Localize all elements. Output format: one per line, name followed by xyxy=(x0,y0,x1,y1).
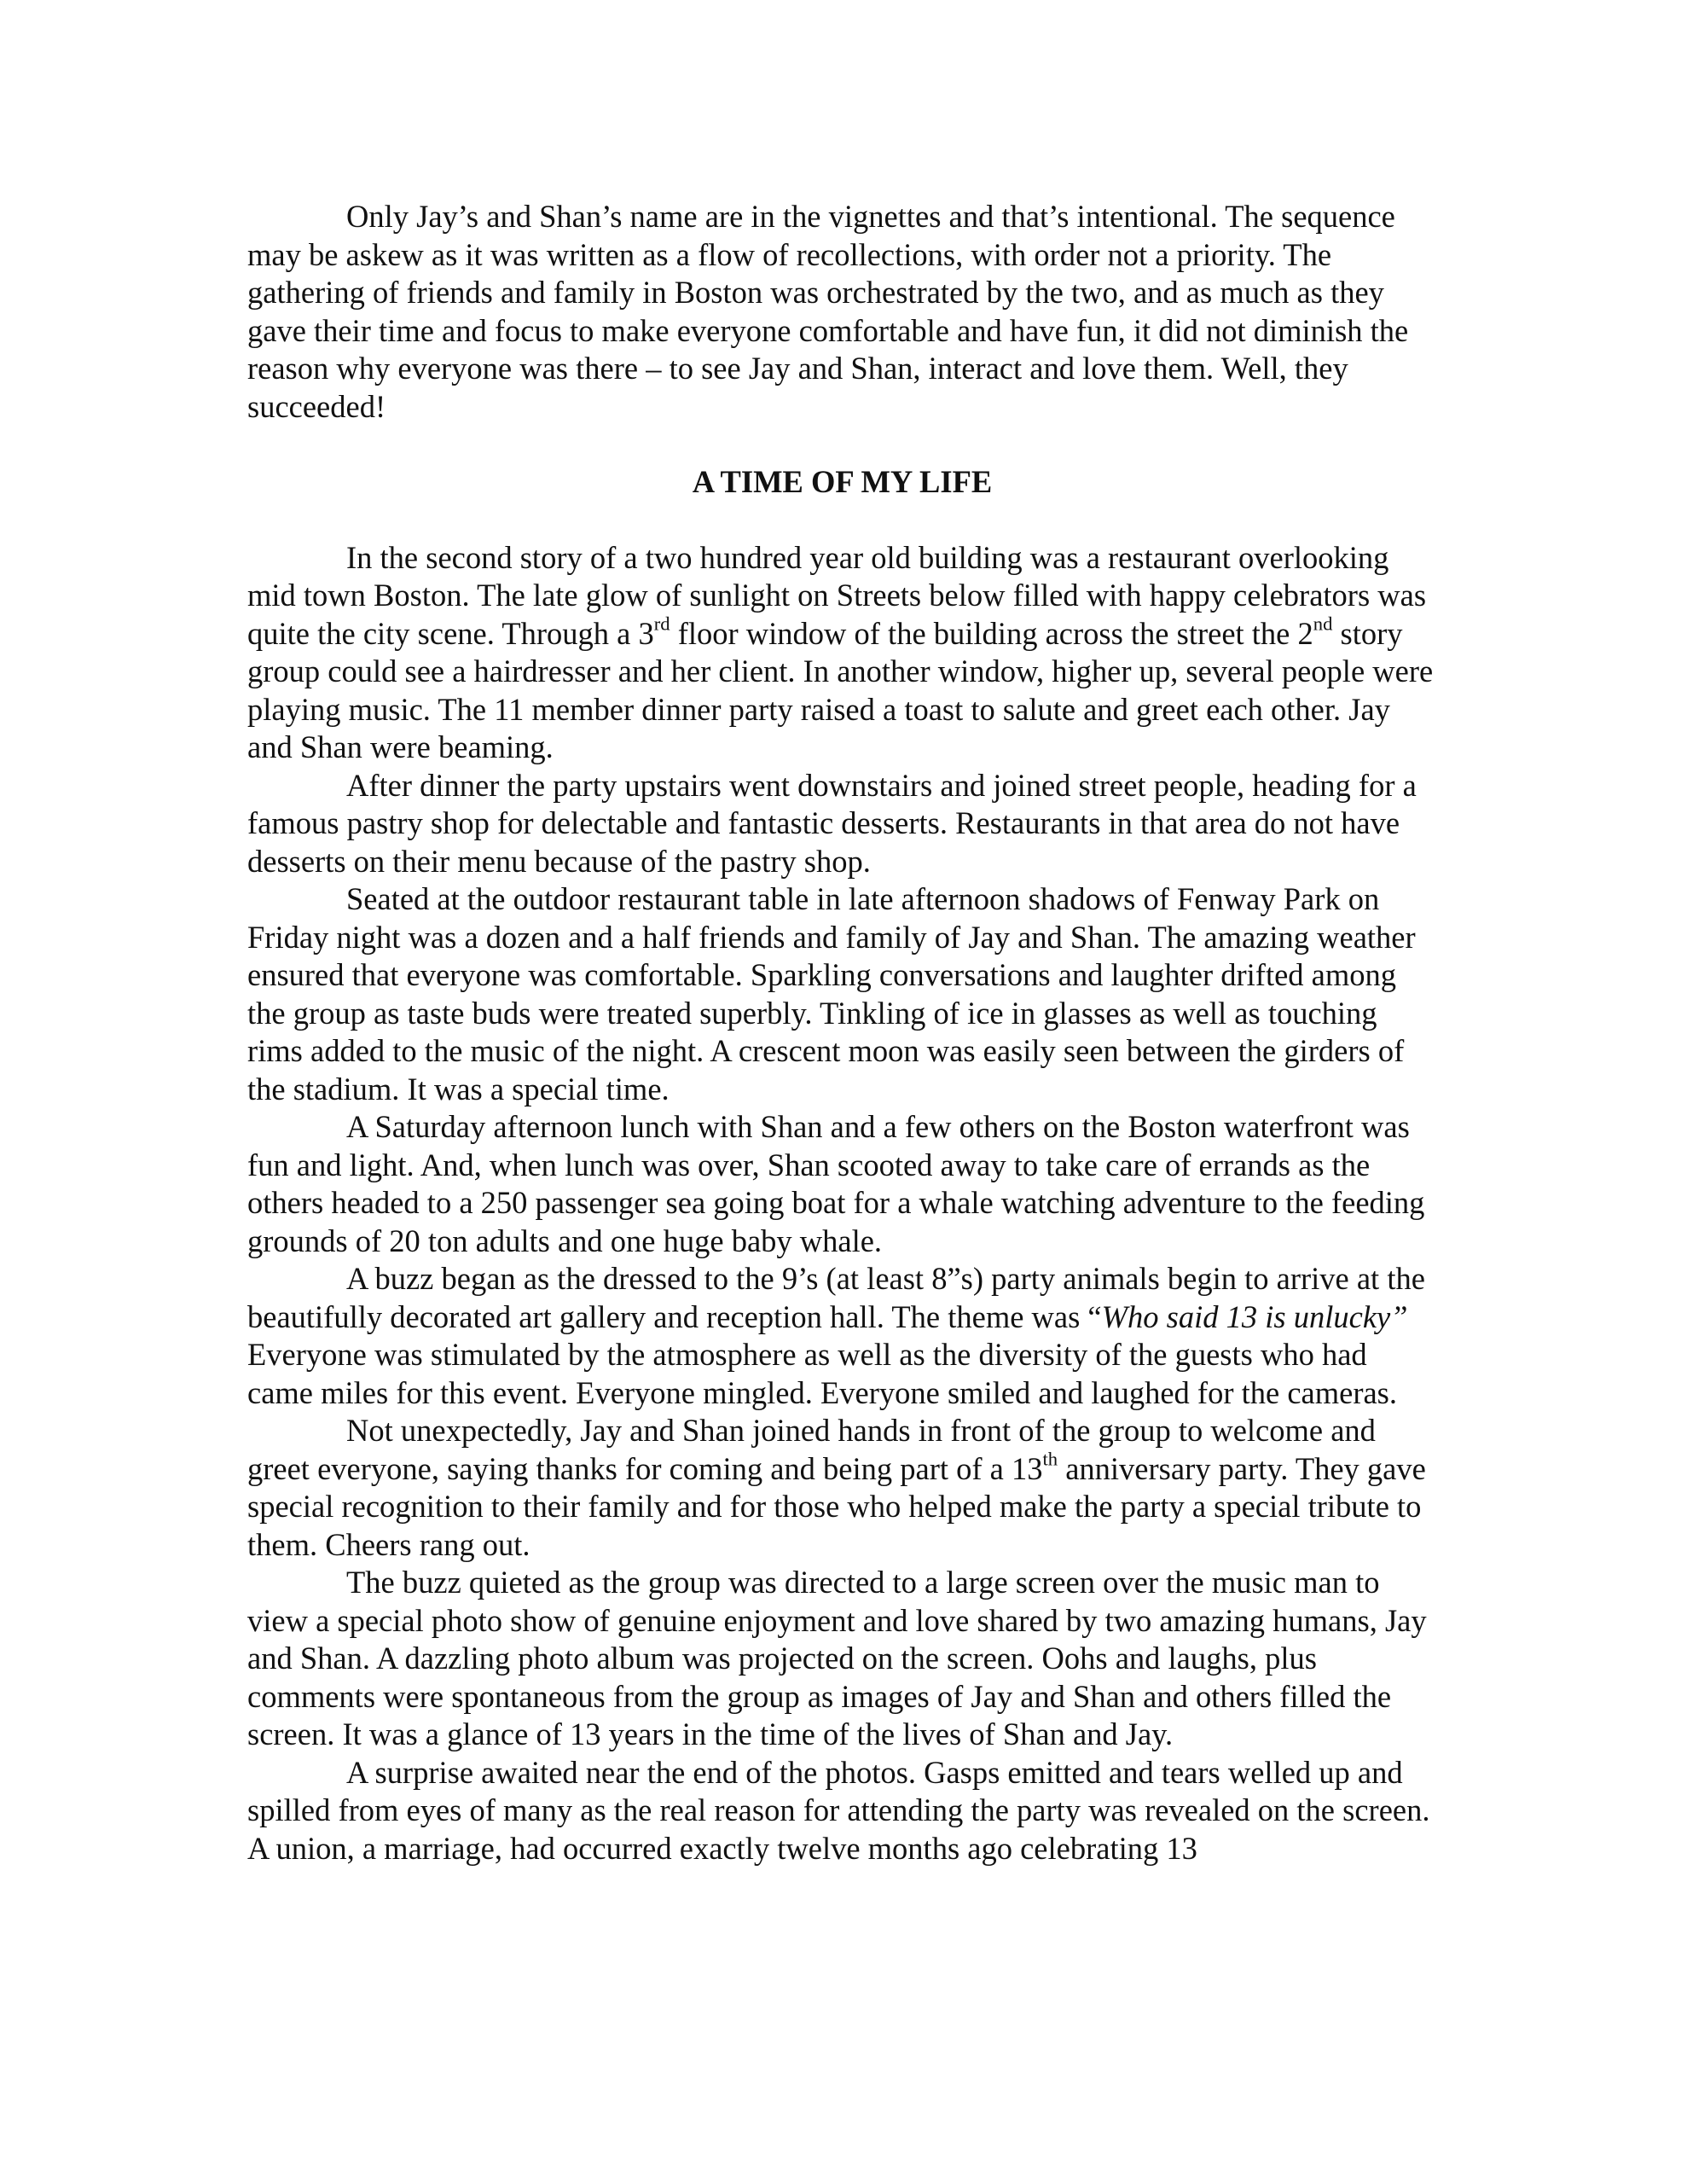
paragraph-restaurant-text-a: In the second story of a two hundred year old building was a restaurant overlooking mid town Boston. The late glow of sunlight on Streets below filled with happy celebrators was quite the city scene. Through a 3 xyxy=(247,539,1427,651)
paragraph-welcome xyxy=(247,1412,1437,1564)
document-body xyxy=(247,198,1437,1867)
section-title: A TIME OF MY LIFE xyxy=(692,464,993,499)
paragraph-art-gallery-text-a: A buzz began as the dressed to the 9’s (at least 8”s) party animals begin to arrive at the beautifully decorated art gallery and reception hall. The theme was “ xyxy=(247,1261,1425,1334)
paragraph-restaurant-text-c: story group could see a hairdresser and her client. In another window, higher up, several people were playing music. The 11 member dinner party raised a toast to salute and greet each other. Jay and Shan were beaming. xyxy=(247,615,1434,764)
paragraph-welcome-text-a: Not unexpectedly, Jay and Shan joined hands in front of the group to welcome and greet everyone, saying thanks for coming and being part of a 13 xyxy=(247,1413,1376,1486)
paragraph-photo-show: The buzz quieted as the group was directed to a large screen over the music man to view a special photo show of genuine enjoyment and love shared by two amazing humans, Jay and Shan. A dazzling photo album was projected on the screen. Oohs and laughs, plus comments were spontaneous from the group as images of Jay and Shan and others filled the screen. It was a glance of 13 years in the time of the lives of Shan and Jay. xyxy=(247,1565,1427,1751)
ordinal-th: th xyxy=(1042,1448,1058,1470)
party-theme: Who said 13 is unlucky” xyxy=(1101,1298,1408,1334)
paragraph-welcome-text-b: anniversary party. They gave special recognition to their family and for those who helped make the party a special tribute to them. Cheers rang out. xyxy=(247,1450,1426,1562)
ordinal-rd: rd xyxy=(653,613,670,635)
paragraph-restaurant xyxy=(247,539,1437,767)
paragraph-waterfront-lunch: A Saturday afternoon lunch with Shan and a few others on the Boston waterfront was fun and light. And, when lunch was over, Shan scooted away to take care of errands as the others headed to a 250 passenger sea going boat for a whale watching adventure to the feeding grounds of 20 ton adults and one huge baby whale. xyxy=(247,1109,1425,1258)
paragraph-fenway-park: Seated at the outdoor restaurant table in late afternoon shadows of Fenway Park on Friday night was a dozen and a half friends and family of Jay and Shan. The amazing weather ensured that everyone was comfortable. Sparkling conversations and laughter drifted among the group as taste buds were treated superbly. Tinkling of ice in glasses as well as touching rims added to the music of the night. A crescent moon was easily seen between the girders of the stadium. It was a special time. xyxy=(247,881,1416,1107)
paragraph-restaurant-text-b: floor window of the building across the street the 2 xyxy=(670,615,1313,651)
intro-paragraph: Only Jay’s and Shan’s name are in the vignettes and that’s intentional. The sequence may be askew as it was written as a flow of recollections, with order not a priority. The gathering of friends and family in Boston was orchestrated by the two, and as much as they gave their time and focus to make everyone comfortable and have fun, it did not diminish the reason why everyone was there – to see Jay and Shan, interact and love them. Well, they succeeded! xyxy=(247,199,1409,424)
ordinal-nd: nd xyxy=(1313,613,1333,635)
paragraph-art-gallery xyxy=(247,1260,1437,1412)
paragraph-art-gallery-text-b: Everyone was stimulated by the atmosphere as well as the diversity of the guests who had came miles for this event. Everyone mingled. Everyone smiled and laughed for the cameras. xyxy=(247,1337,1398,1410)
paragraph-surprise: A surprise awaited near the end of the photos. Gasps emitted and tears welled up and spilled from eyes of many as the real reason for attending the party was revealed on the screen. A union, a marriage, had occurred exactly twelve months ago celebrating 13 xyxy=(247,1754,1430,1866)
paragraph-pastry-shop: After dinner the party upstairs went downstairs and joined street people, heading for a famous pastry shop for delectable and fantastic desserts. Restaurants in that area do not have desserts on their menu because of the pastry shop. xyxy=(247,767,1417,879)
